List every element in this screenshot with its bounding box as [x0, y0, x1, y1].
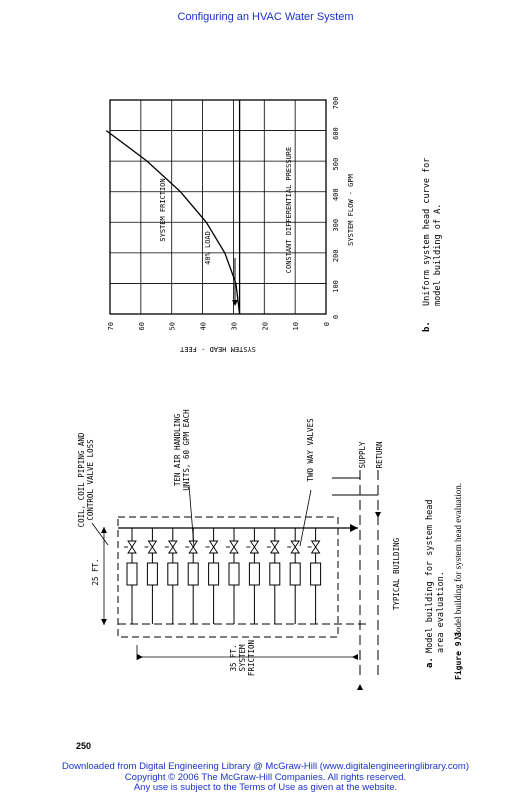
page-number: 250 — [76, 741, 92, 751]
coil-icon — [290, 563, 300, 585]
label-coil-line2: CONTROL VALVE LOSS — [86, 439, 95, 521]
two-way-valve-icon — [148, 541, 156, 553]
footer-line3: Any use is subject to the Terms of Use as given at the website. — [133, 782, 398, 793]
coil-icon — [249, 563, 259, 585]
air-handling-unit — [124, 528, 137, 624]
caption-b-line1: Uniform system head curve for — [422, 157, 432, 306]
load-arrowhead — [232, 300, 238, 306]
two-way-valve-icon — [189, 541, 197, 553]
y-tick-label: 20 — [261, 322, 270, 331]
load-annotation: 40% LOAD — [204, 231, 212, 265]
air-handling-unit — [246, 528, 259, 624]
head-curve-chart — [106, 97, 443, 353]
air-handling-unit — [206, 528, 219, 624]
two-way-valve-icon — [312, 541, 320, 553]
y-tick-label: 60 — [137, 322, 146, 331]
caption-a-line1: Model building for system head — [425, 499, 435, 653]
two-way-valve-icon — [210, 541, 218, 553]
coil-icon — [188, 563, 198, 585]
label-return: RETURN — [375, 441, 384, 469]
y-tick-label: 70 — [107, 322, 115, 331]
y-tick-label: 50 — [168, 322, 177, 331]
caption-a-letter: a. — [425, 657, 435, 668]
x-tick-label: 500 — [332, 157, 340, 171]
y-axis-label: SYSTEM HEAD - FEET — [180, 345, 256, 353]
label-coil-line1: COIL, COIL PIPING AND — [77, 432, 86, 528]
two-way-valve-icon — [271, 541, 279, 553]
coil-icon — [229, 563, 239, 585]
label-25ft: 25 FT. — [91, 558, 100, 586]
air-handling-units — [124, 528, 321, 624]
air-handling-unit — [226, 528, 239, 624]
y-tick-labels — [107, 322, 331, 330]
two-way-valve-icon — [250, 541, 258, 553]
system-friction-annotation: SYSTEM FRICTION — [159, 178, 167, 242]
y-tick-label: 0 — [323, 322, 331, 327]
air-handling-unit — [185, 528, 198, 624]
coil-icon — [311, 563, 321, 585]
chart-frame — [110, 100, 326, 314]
y-tick-label: 10 — [292, 322, 301, 331]
footer-line1[interactable]: Downloaded from Digital Engineering Library @ McGraw-Hill (www.digitalengineeringlibrary.com) — [61, 761, 470, 772]
two-way-valve-icon — [128, 541, 136, 553]
coil-icon — [168, 563, 178, 585]
two-way-valve-icon — [291, 541, 299, 553]
coil-icon — [147, 563, 157, 585]
x-tick-labels — [332, 97, 340, 319]
x-axis-label: SYSTEM FLOW - GPM — [347, 174, 355, 246]
two-way-valve-icon — [230, 541, 238, 553]
figure-caption-text: Model building for system head evaluation. — [453, 483, 463, 640]
figure-caption — [453, 483, 463, 680]
air-handling-unit — [267, 528, 280, 624]
label-35ft-line1: 35 FT. — [229, 644, 238, 672]
coil-icon — [209, 563, 219, 585]
figure-number: Figure 9.3 — [454, 631, 463, 680]
label-35ft-line3: FRICTION — [247, 639, 256, 677]
two-way-valve-icon — [169, 541, 177, 553]
x-tick-label: 100 — [332, 280, 340, 293]
coil-icon — [127, 563, 137, 585]
x-tick-label: 400 — [332, 188, 340, 202]
x-tick-label: 200 — [332, 249, 340, 263]
air-handling-unit — [287, 528, 300, 624]
air-handling-unit — [144, 528, 157, 624]
coil-icon — [270, 563, 280, 585]
x-tick-label: 300 — [332, 218, 340, 232]
y-tick-label: 40 — [199, 322, 208, 331]
footer — [0, 762, 531, 794]
label-units-line1: TEN AIR HANDLING — [173, 413, 182, 487]
caption-b-letter: b. — [422, 321, 432, 332]
x-tick-label: 600 — [332, 127, 340, 140]
x-tick-label: 700 — [332, 96, 340, 110]
y-tick-label: 30 — [230, 322, 239, 331]
chart-grid — [110, 100, 326, 314]
constant-pressure-annotation: CONSTANT DIFFERENTIAL PRESSURE — [285, 146, 293, 274]
caption-b-line2: model building of A. — [433, 203, 443, 306]
running-header: Configuring an HVAC Water System — [177, 11, 354, 23]
label-supply: SUPPLY — [358, 441, 367, 469]
x-tick-label: 0 — [332, 314, 340, 320]
label-valves: TWO WAY VALVES — [306, 418, 315, 482]
label-typical-building: TYPICAL BUILDING — [392, 537, 401, 611]
air-handling-unit — [165, 528, 178, 624]
label-units-line2: UNITS, 60 GPM EACH — [182, 409, 191, 491]
caption-a-line2: area evaluation. — [436, 571, 446, 653]
footer-line2: Copyright © 2006 The McGraw-Hill Companies. All rights reserved. — [124, 771, 407, 783]
air-handling-unit — [308, 528, 321, 624]
label-35ft-line2: SYSTEM — [238, 644, 247, 672]
